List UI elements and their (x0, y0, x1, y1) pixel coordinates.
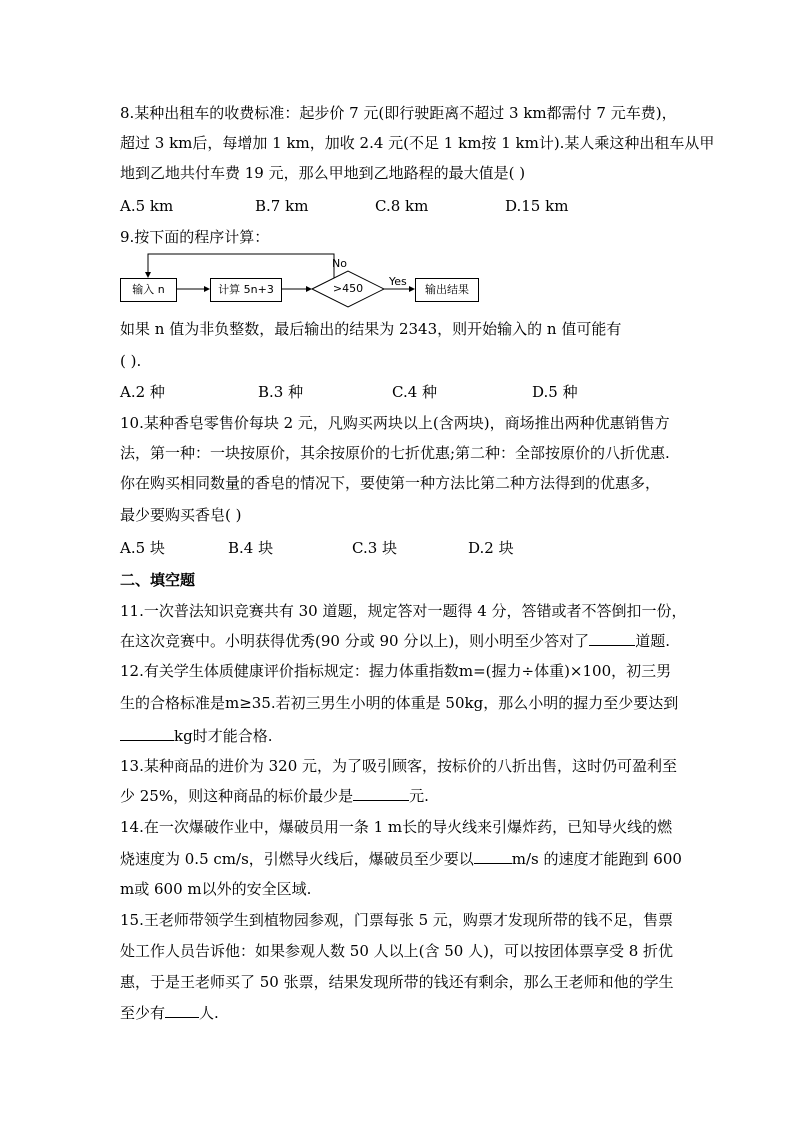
q11-answer-blank[interactable] (589, 631, 635, 646)
q13-text-after-blank: 元. (409, 787, 429, 805)
q15-line-3: 惠，于是王老师买了 50 张票，结果发现所带的钱还有剩余，那么王老师和他的学生 (120, 973, 674, 991)
q10-line-2: 法，第一种：一块按原价，其余按原价的七折优惠;第二种：全部按原价的八折优惠. (120, 444, 670, 462)
q15-answer-blank[interactable] (165, 1003, 199, 1018)
condition-label: >450 (332, 282, 364, 295)
q15-line-1: 15.王老师带领学生到植物园参观，门票每张 5 元，购票才发现所带的钱不足，售票 (120, 911, 673, 929)
q10-option-a: A.5 块 (120, 539, 165, 557)
q14-answer-blank[interactable] (474, 849, 512, 864)
q9-option-a: A.2 种 (120, 383, 165, 401)
q10-option-d: D.2 块 (468, 539, 514, 557)
q12-text-after-blank: kg时才能合格. (174, 727, 273, 745)
input-box: 输入 n (120, 278, 177, 302)
q14-text-before-blank: 烧速度为 0.5 cm/s，引燃导火线后，爆破员至少要以 (120, 850, 474, 868)
q8-option-c: C.8 km (375, 197, 429, 215)
q9-line-2: 如果 n 值为非负整数，最后输出的结果为 2343，则开始输入的 n 值可能有 (120, 320, 622, 338)
q15-line-4 (120, 1003, 219, 1023)
q12-line-3 (120, 726, 272, 746)
q8-option-d: D.15 km (505, 197, 569, 215)
q11-text-before-blank: 在这次竞赛中。小明获得优秀(90 分或 90 分以上)，则小明至少答对了 (120, 632, 590, 650)
q13-line-1: 13.某种商品的进价为 320 元，为了吸引顾客，按标价的八折出售，这时仍可盈利至 (120, 757, 678, 775)
no-label: No (332, 257, 347, 270)
q11-line-1: 11.一次普法知识竞赛共有 30 道题，规定答对一题得 4 分，答错或者不答倒扣一份， (120, 602, 687, 620)
q12-line-1: 12.有关学生体质健康评价指标规定：握力体重指数m=(握力÷体重)×100，初三男 (120, 662, 672, 680)
q8-line-1: 8.某种出租车的收费标准：起步价 7 元(即行驶距离不超过 3 km都需付 7 元车费)， (120, 104, 677, 122)
q10-line-3: 你在购买相同数量的香皂的情况下，要使第一种方法比第二种方法得到的优惠多， (120, 474, 661, 492)
q9-option-d: D.5 种 (532, 383, 578, 401)
q11-line-2 (120, 631, 670, 651)
q10-line-1: 10.某种香皂零售价每块 2 元，凡购买两块以上(含两块)，商场推出两种优惠销售方 (120, 414, 670, 432)
q14-line-3: m或 600 m以外的安全区域. (120, 880, 312, 898)
q13-text-before-blank: 少 25%，则这种商品的标价最少是 (120, 787, 354, 805)
q8-option-a: A.5 km (120, 197, 174, 215)
output-box: 输出结果 (415, 278, 479, 302)
q15-text-before-blank: 至少有 (120, 1004, 166, 1022)
q8-line-3: 地到乙地共付车费 19 元，那么甲地到乙地路程的最大值是( ) (120, 164, 526, 182)
q9-line-3: ( ). (120, 352, 142, 370)
q14-line-1: 14.在一次爆破作业中，爆破员用一条 1 m长的导火线来引爆炸药，已知导火线的燃 (120, 818, 673, 836)
q15-line-2: 处工作人员告诉他：如果参观人数 50 人以上(含 50 人)，可以按团体票享受 8 折优 (120, 942, 674, 960)
q10-line-4: 最少要购买香皂( ) (120, 506, 242, 524)
q8-option-b: B.7 km (255, 197, 309, 215)
q9-line-1: 9.按下面的程序计算： (120, 228, 270, 246)
q10-option-b: B.4 块 (228, 539, 274, 557)
q14-text-after-blank: m/s 的速度才能跑到 600 (511, 850, 682, 868)
section-title-fill-in: 二、填空题 (120, 571, 196, 589)
compute-box: 计算 5n+3 (210, 278, 282, 302)
q10-option-c: C.3 块 (352, 539, 398, 557)
q9-option-c: C.4 种 (392, 383, 438, 401)
q12-answer-blank[interactable] (120, 726, 174, 741)
q12-line-2: 生的合格标准是m≥35.若初三男生小明的体重是 50kg，那么小明的握力至少要达到 (120, 694, 679, 712)
q13-line-2 (120, 786, 429, 806)
q15-text-after-blank: 人. (199, 1004, 219, 1022)
q8-line-2: 超过 3 km后，每增加 1 km，加收 2.4 元(不足 1 km按 1 km计).某人乘这种出租车从甲 (120, 134, 715, 152)
q9-option-b: B.3 种 (258, 383, 304, 401)
yes-label: Yes (389, 275, 407, 288)
program-flowchart (118, 250, 488, 310)
q14-line-2 (120, 849, 682, 869)
q13-answer-blank[interactable] (353, 786, 409, 801)
q11-text-after-blank: 道题. (635, 632, 670, 650)
